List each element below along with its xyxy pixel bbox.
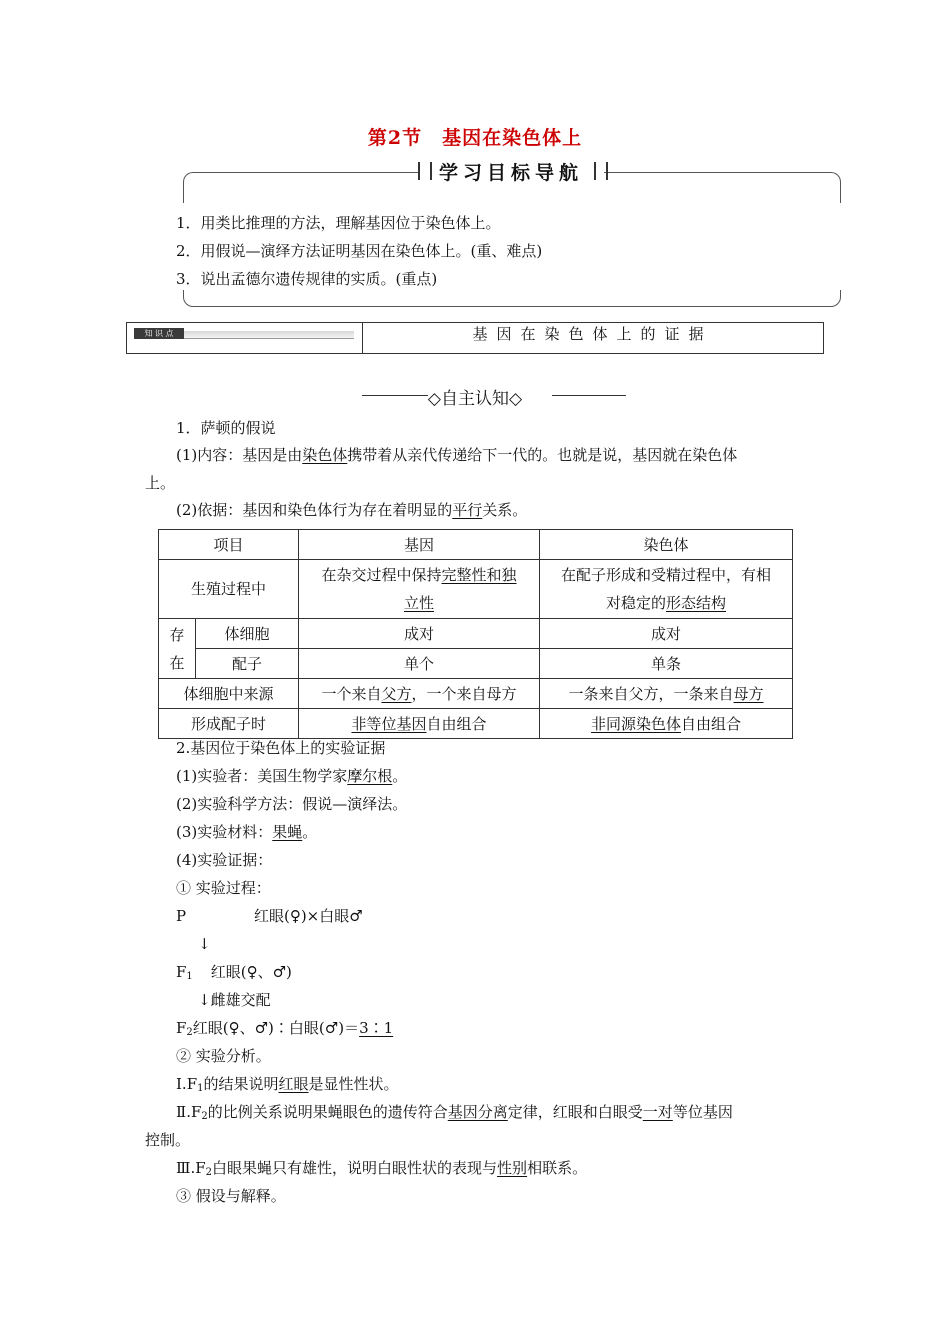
table-cell: 在杂交过程中保持完整性和独 立性 bbox=[299, 560, 540, 619]
evidence-line: (3)实验材料：果蝇。 bbox=[176, 823, 318, 841]
sutton-heading: 1．萨顿的假说 bbox=[176, 419, 276, 437]
knowledge-point-title: 基因在染色体上的证据 bbox=[472, 325, 713, 343]
table-cell: 配子 bbox=[196, 649, 299, 679]
analysis-item: $Ⅱ.F_2$的比例关系说明果蝇眼色的遗传符合基因分离定律，红眼和白眼受一对等位基因 bbox=[176, 1103, 733, 1122]
goal-item: 2．用假说—演绎方法证明基因在染色体上。(重、难点) bbox=[176, 242, 543, 260]
evidence-line: (2)实验科学方法：假说—演绎法。 bbox=[176, 795, 408, 813]
p-cross: 红眼(♀)×白眼♂ bbox=[254, 907, 363, 925]
p-label: P bbox=[176, 907, 187, 925]
sutton-content: (1)内容：基因是由染色体携带着从亲代传递给下一代的。也就是说，基因就在染色体 bbox=[176, 446, 738, 464]
table-cell: 非同源染色体自由组合 bbox=[540, 709, 793, 739]
table-header: 染色体 bbox=[540, 530, 793, 560]
sutton-basis: (2)依据：基因和染色体行为存在着明显的平行关系。 bbox=[176, 501, 528, 519]
table-cell: 体细胞中来源 bbox=[159, 679, 299, 709]
section-header: ◇自主认知◇ bbox=[427, 389, 523, 409]
table-cell: 一个来自父方，一个来自母方 bbox=[299, 679, 540, 709]
evidence-line: (4)实验证据： bbox=[176, 851, 273, 869]
analysis-heading: ② 实验分析。 bbox=[176, 1047, 271, 1065]
analysis-item: $Ⅲ.F_2$白眼果蝇只有雄性，说明白眼性状的表现与性别相联系。 bbox=[176, 1159, 588, 1178]
mating-step: ↓雌雄交配 bbox=[198, 991, 271, 1009]
table-cell: 一条来自父方，一条来自母方 bbox=[540, 679, 793, 709]
f2-line: $F_2$红眼(♀、♂)∶白眼(♂)＝3∶1 bbox=[176, 1019, 394, 1038]
table-header: 基因 bbox=[299, 530, 540, 560]
evidence-heading: 2.基因位于染色体上的实验证据 bbox=[176, 739, 386, 757]
table-cell: 成对 bbox=[299, 619, 540, 649]
knowledge-point-track bbox=[184, 331, 354, 339]
process-heading: ① 实验过程： bbox=[176, 879, 271, 897]
analysis-item-cont: 控制。 bbox=[145, 1131, 191, 1149]
hypothesis-heading: ③ 假设与解释。 bbox=[176, 1187, 286, 1205]
goal-item: 1．用类比推理的方法，理解基因位于染色体上。 bbox=[176, 214, 501, 232]
sutton-content-cont: 上。 bbox=[145, 474, 176, 492]
page-title: 第2节 基因在染色体上 bbox=[367, 127, 583, 149]
table-header: 项目 bbox=[159, 530, 299, 560]
table-cell: 成对 bbox=[540, 619, 793, 649]
gene-chromosome-table bbox=[158, 529, 793, 739]
table-cell: 生殖过程中 bbox=[159, 560, 299, 619]
goals-heading: 学习目标导航 bbox=[438, 162, 583, 184]
answer-blank: 染色体 bbox=[302, 446, 348, 464]
table-cell: 体细胞 bbox=[196, 619, 299, 649]
table-cell: 单条 bbox=[540, 649, 793, 679]
table-cell: 形成配子时 bbox=[159, 709, 299, 739]
goal-item: 3．说出孟德尔遗传规律的实质。(重点) bbox=[176, 270, 438, 288]
f1-line: $F_1$ 红眼(♀、♂) bbox=[176, 963, 292, 982]
arrow-down-icon: ↓ bbox=[198, 935, 211, 953]
table-cell: 在配子形成和受精过程中，有相 对稳定的形态结构 bbox=[540, 560, 793, 619]
table-cell: 单个 bbox=[299, 649, 540, 679]
answer-blank: 平行 bbox=[452, 501, 483, 519]
evidence-line: (1)实验者：美国生物学家摩尔根。 bbox=[176, 767, 408, 785]
table-cell: 存 在 bbox=[159, 619, 196, 679]
table-cell: 非等位基因自由组合 bbox=[299, 709, 540, 739]
knowledge-point-badge: 知 识 点 bbox=[134, 328, 184, 339]
goals-frame-bottom bbox=[183, 290, 841, 307]
analysis-item: $Ⅰ.F_1$的结果说明红眼是显性性状。 bbox=[176, 1075, 399, 1094]
